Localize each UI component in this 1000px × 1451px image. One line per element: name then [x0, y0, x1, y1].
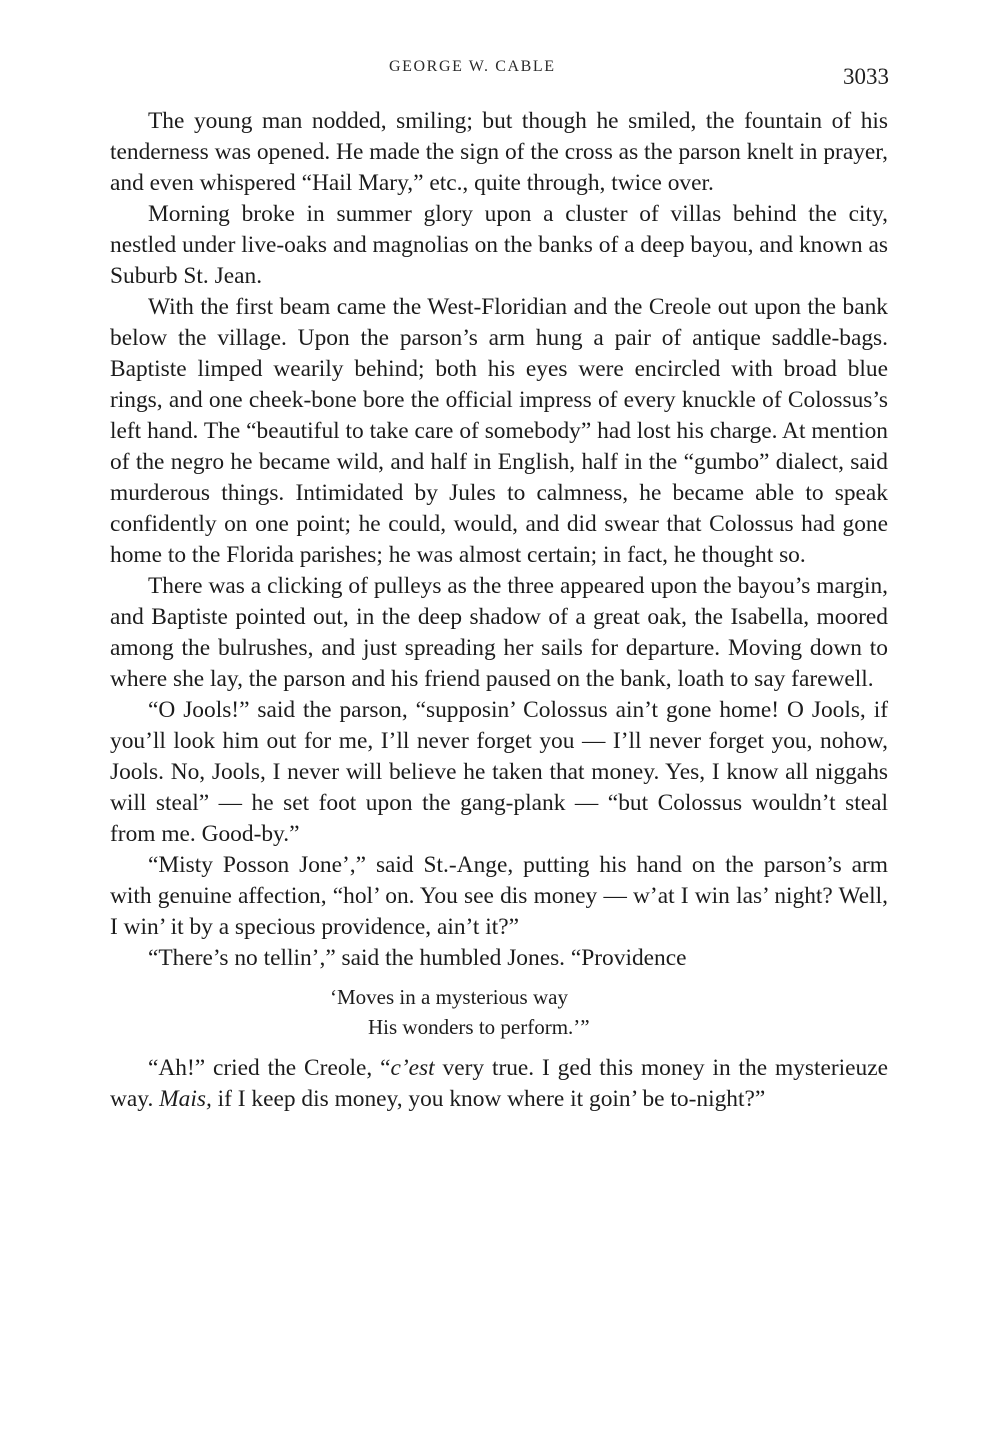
paragraph-5: “O Jools!” said the parson, “supposin’ Colossus ain’t gone home! O Jools, if you’ll look him out for me, I’ll never forget you — I’ll never forget you, nohow, Jools. No, Jools, I never will believe he taken that money. Yes, I know all niggahs will steal” — he set foot upon the gang-plank — “but Colossus wouldn’t steal from me. Good-by.” — [110, 697, 888, 847]
paragraph-8 — [110, 1053, 888, 1115]
paragraph-3: With the first beam came the West-Floridian and the Creole out upon the bank below the village. Upon the parson’s arm hung a pair of antique saddle-bags. Baptiste limped wearily behind; both his eyes were encircled with broad blue rings, and one cheek-bone bore the official impress of every knuckle of Colossus’s left hand. The “beautiful to take care of somebody” had lost his charge. At mention of the negro he became wild, and half in English, half in the “gumbo” dialect, said murderous things. Intimidated by Jules to calmness, he became able to speak confidently on one point; he could, would, and did swear that Colossus had gone home to the Florida parishes; he was almost certain; in fact, he thought so. — [110, 294, 888, 568]
paragraph-1: The young man nodded, smiling; but though he smiled, the fountain of his tenderness was opened. He made the sign of the cross as the parson knelt in prayer, and even whispered “Hail Mary,” etc., quite through, twice over. — [110, 108, 888, 196]
verse-line-1: ‘Moves in a mysterious way — [330, 985, 568, 1009]
paragraph-6: “Misty Posson Jone’,” said St.-Ange, putting his hand on the parson’s arm with genuine affection, “hol’ on. You see dis money — w’at I win las’ night? Well, I win’ it by a specious providence, ain’t it?” — [110, 852, 888, 940]
verse-quotation — [110, 982, 888, 1042]
verse-line-2: His wonders to perform.’” — [368, 1015, 590, 1039]
paragraph-8-part-3: if I keep dis money, you know where it goin’ be to-night?” — [211, 1086, 766, 1112]
paragraph-8-part-2: very true. I ged this money in the mysterieuze way. — [110, 1055, 888, 1112]
body-text — [110, 106, 888, 1115]
paragraph-8-italic-1: c’est — [390, 1055, 435, 1081]
running-head: GEORGE W. CABLE — [389, 58, 556, 75]
paragraph-2: Morning broke in summer glory upon a cluster of villas behind the city, nestled under live-oaks and magnolias on the banks of a deep bayou, and known as Suburb St. Jean. — [110, 201, 888, 289]
paragraph-4: There was a clicking of pulleys as the three appeared upon the bayou’s margin, and Baptiste pointed out, in the deep shadow of a great oak, the Isabella, moored among the bulrushes, and just spreading her sails for departure. Moving down to where she lay, the parson and his friend paused on the bank, loath to say farewell. — [110, 573, 888, 692]
paragraph-8-part-1: “Ah!” cried the Creole, “ — [148, 1055, 391, 1081]
paragraph-8-italic-2: Mais, — [159, 1086, 212, 1112]
page-number: 3033 — [843, 64, 889, 89]
paragraph-7: “There’s no tellin’,” said the humbled Jones. “Providence — [148, 945, 687, 971]
